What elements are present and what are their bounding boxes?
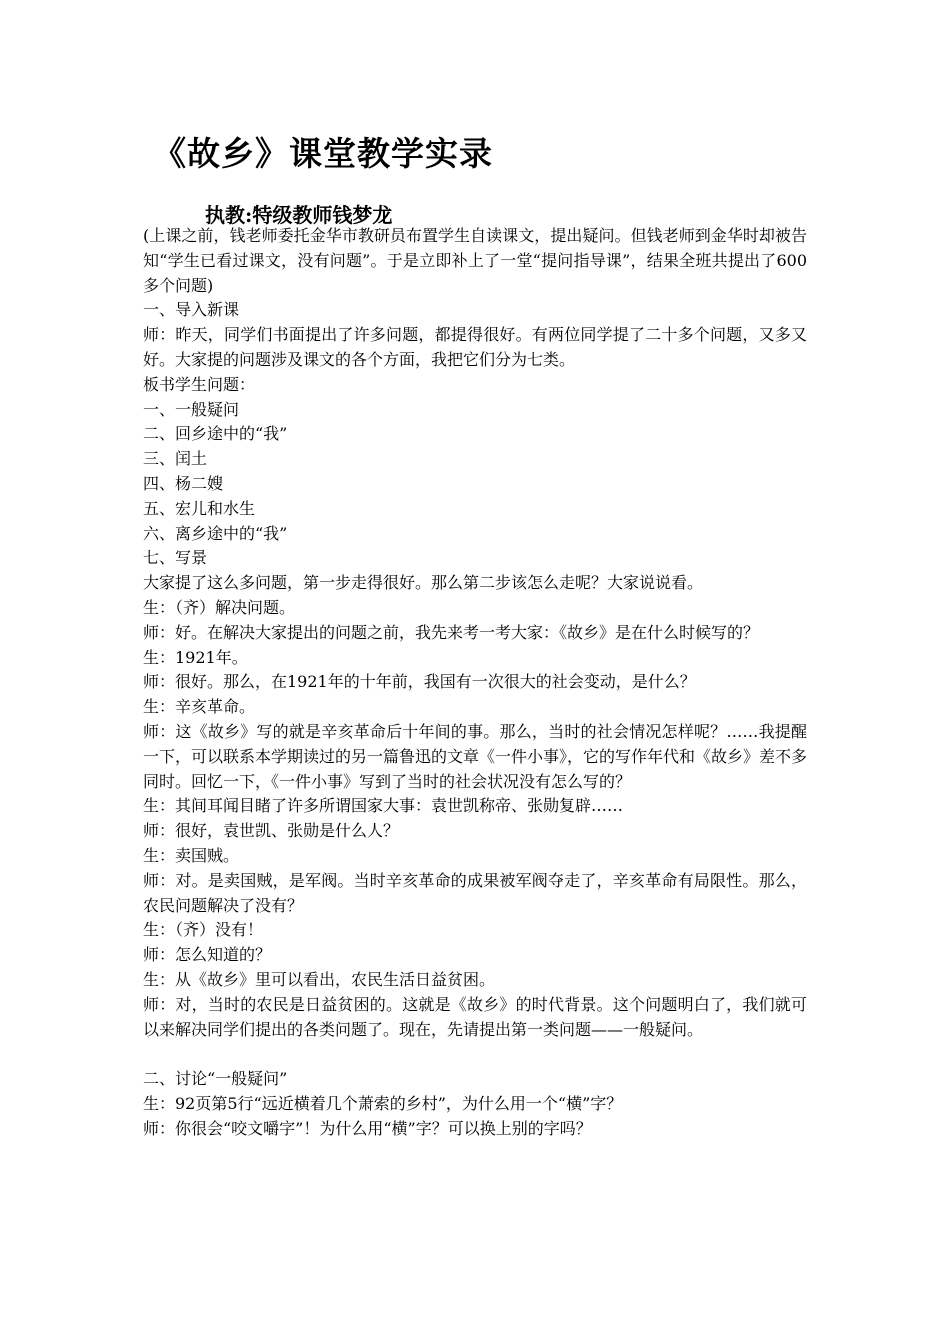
paragraph: 师：怎么知道的？ xyxy=(143,945,272,965)
paragraph: 生：辛亥革命。 xyxy=(143,697,256,717)
board-item: 七、写景 xyxy=(143,548,208,568)
section-heading-general-questions: 二、讨论“一般疑问” xyxy=(143,1069,288,1089)
paragraph: 生：卖国贼。 xyxy=(143,845,240,865)
board-item: 五、宏儿和水生 xyxy=(143,498,256,518)
paragraph: 生：（齐）没有！ xyxy=(143,920,264,940)
paragraph: 生：其间耳闻目睹了许多所谓国家大事：袁世凯称帝、张勋复辟…… xyxy=(143,796,624,816)
paragraph: 大家提了这么多问题，第一步走得很好。那么第二步该怎么走呢？大家说说看。 xyxy=(143,573,704,593)
paragraph: 生：92页第5行“远近横着几个萧索的乡村”，为什么用一个“横”字？ xyxy=(143,1093,623,1113)
document-title: 《故乡》课堂教学实录 xyxy=(153,134,493,173)
document-subtitle: 执教:特级教师钱梦龙 xyxy=(205,203,393,227)
paragraph: 师：昨天，同学们书面提出了许多问题，都提得很好。有两位同学提了二十多个问题，又多又好。大家提的问题涉及课文的各个方面，我把它们分为七类。 xyxy=(143,325,807,369)
board-item: 六、离乡途中的“我” xyxy=(143,523,288,543)
board-item: 一、一般疑问 xyxy=(143,399,240,419)
section-heading-intro: 一、导入新课 xyxy=(143,300,240,320)
paragraph: 师：很好。那么，在1921年的十年前，我国有一次很大的社会变动，是什么？ xyxy=(143,672,696,692)
intro-paragraph: (上课之前，钱老师委托金华市教研员布置学生自读课文，提出疑问。但钱老师到金华时却被告知“学生已看过课文，没有问题”。于是立即补上了一堂“提问指导课”，结果全班共提出了600多个问题) xyxy=(143,226,807,295)
paragraph: 师：对，当时的农民是日益贫困的。这就是《故乡》的时代背景。这个问题明白了，我们就可以来解决同学们提出的各类问题了。现在，先请提出第一类问题——一般疑问。 xyxy=(143,994,807,1039)
paragraph: 生：1921年。 xyxy=(143,647,248,667)
paragraph: 师：好。在解决大家提出的问题之前，我先来考一考大家：《故乡》是在什么时候写的？ xyxy=(143,622,760,642)
paragraph: 师：很好，袁世凯、张勋是什么人？ xyxy=(143,821,400,841)
blank-line xyxy=(143,1042,807,1067)
paragraph: 师：这《故乡》写的就是辛亥革命后十年间的事。那么，当时的社会情况怎样呢？……我提醒一下，可以联系本学期读过的另一篇鲁迅的文章《一件小事》，它的写作年代和《故乡》差不多同时。回忆一下，《一件小事》写到了当时的社会状况没有怎么写的？ xyxy=(143,721,808,791)
paragraph: 生：（齐）解决问题。 xyxy=(143,597,296,617)
paragraph: 师：你很会“咬文嚼字”！为什么用“横”字？可以换上别的字吗？ xyxy=(143,1118,592,1138)
paragraph: 师：对。是卖国贼，是军阀。当时辛亥革命的成果被军阀夺走了，辛亥革命有局限性。那么，农民问题解决了没有？ xyxy=(143,870,807,915)
board-item: 四、杨二嫂 xyxy=(143,473,224,493)
board-item: 二、回乡途中的“我” xyxy=(143,424,288,444)
paragraph: 生：从《故乡》里可以看出，农民生活日益贫困。 xyxy=(143,969,496,989)
board-label: 板书学生问题： xyxy=(143,374,256,394)
board-item: 三、闰土 xyxy=(143,449,208,469)
document-body xyxy=(143,224,807,1141)
